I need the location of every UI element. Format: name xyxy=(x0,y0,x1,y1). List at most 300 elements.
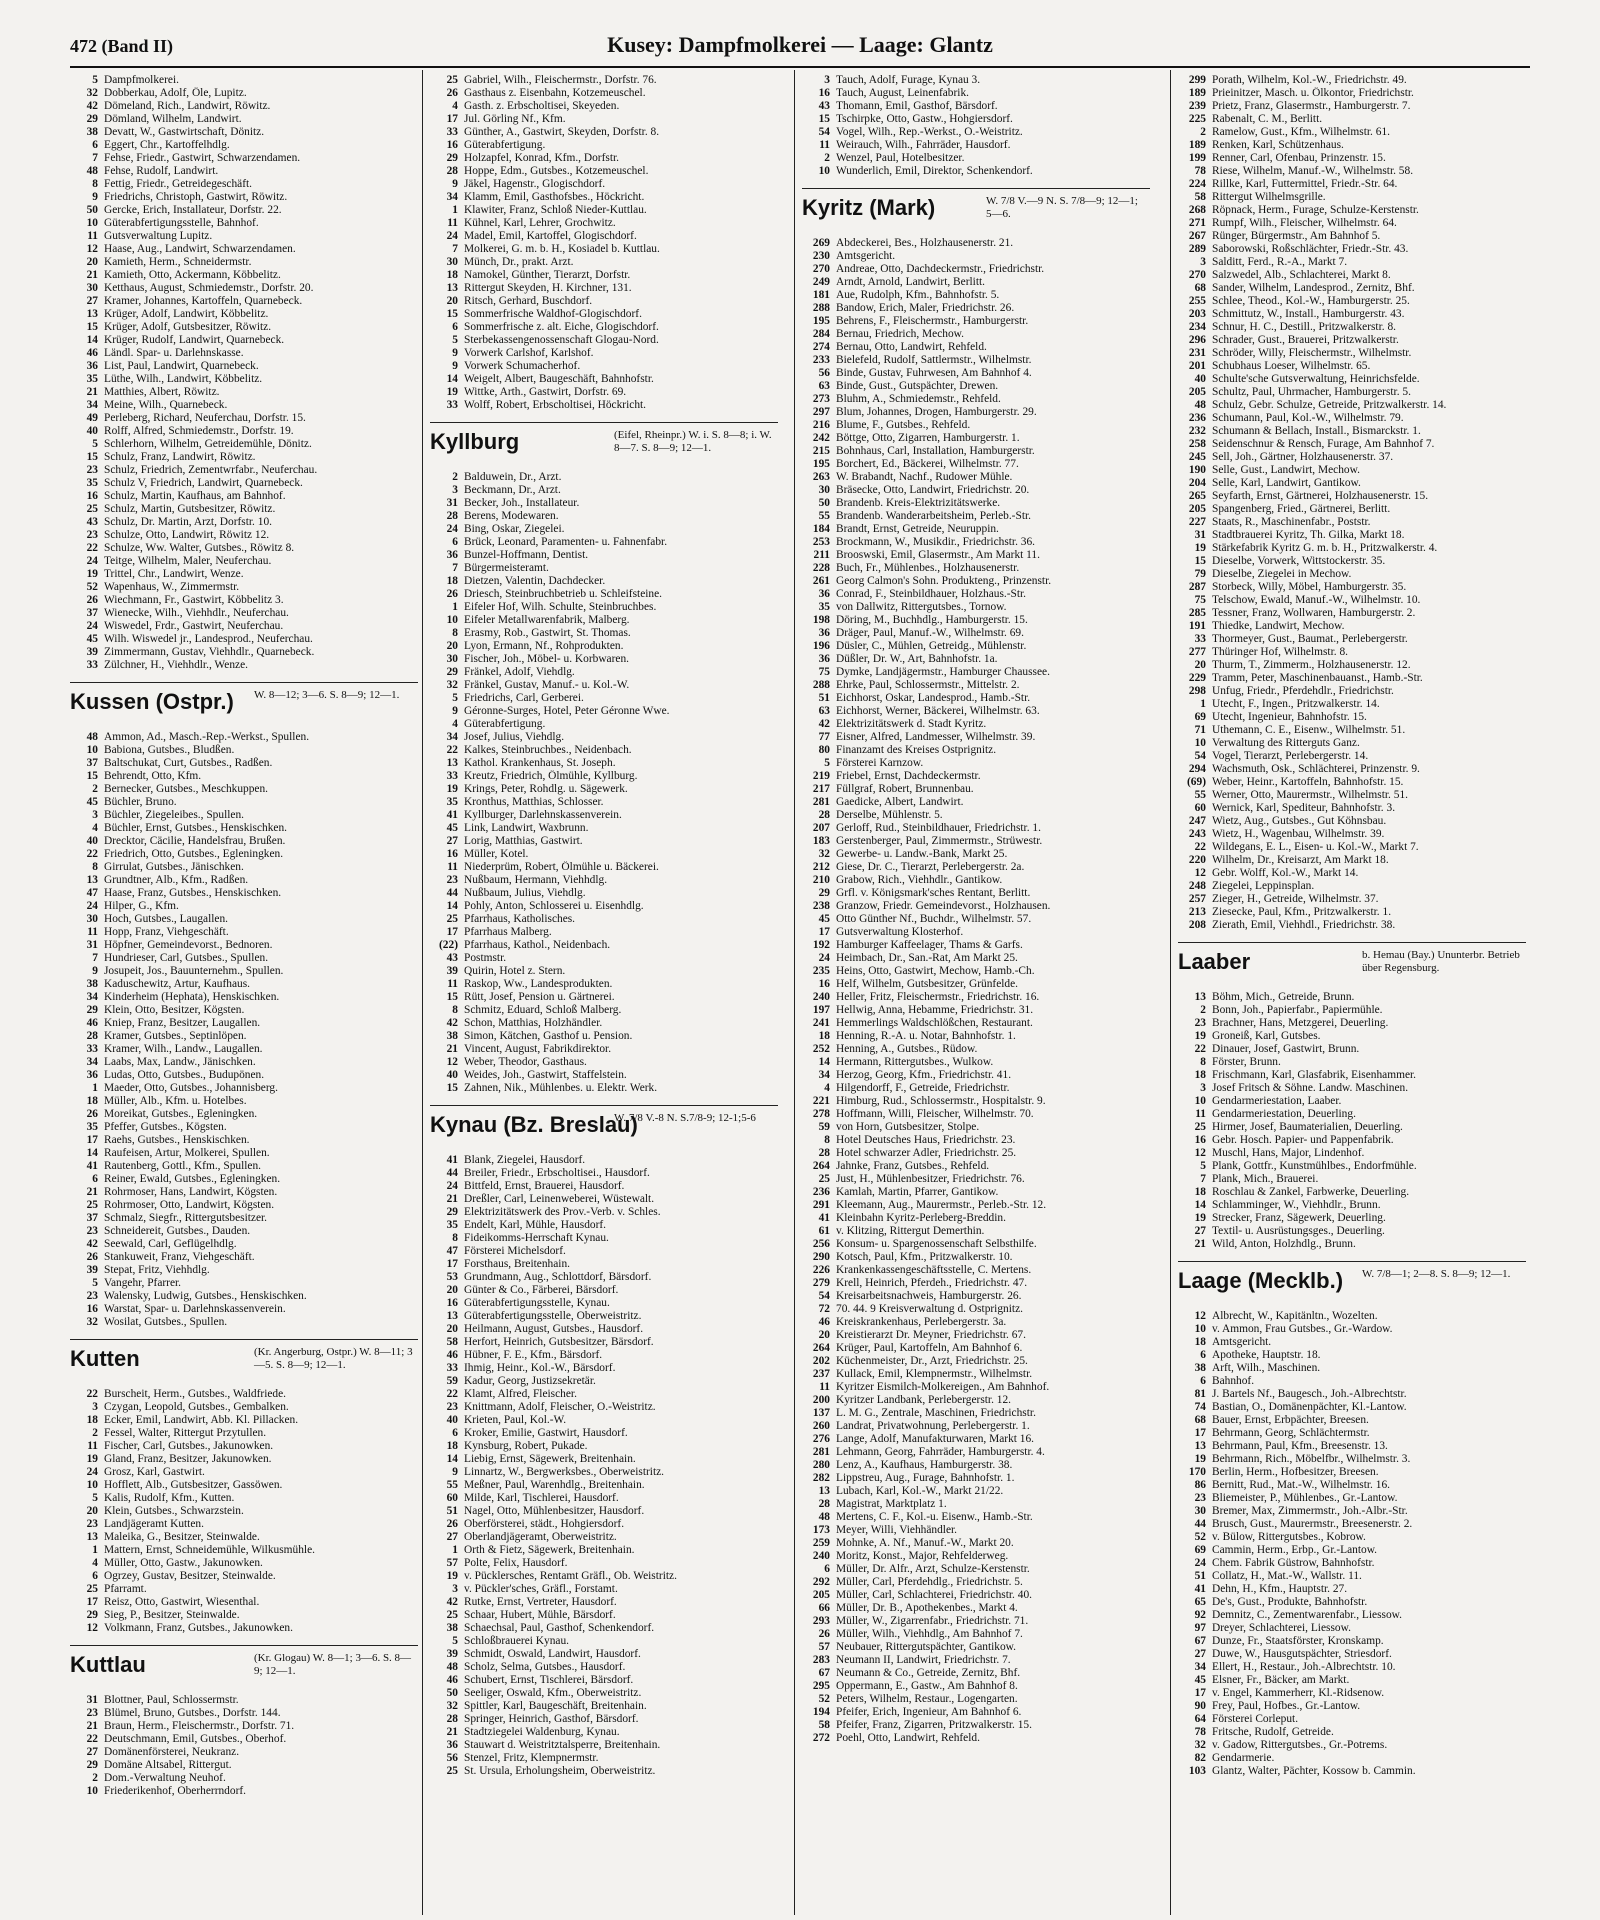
list-item xyxy=(1178,243,1526,256)
entry-number: 22 xyxy=(446,744,458,756)
entry-text: Kinderheim (Hephata), Henskischken. xyxy=(104,991,280,1003)
list-item xyxy=(430,588,778,601)
list-item xyxy=(70,1570,418,1583)
entry-number: 14 xyxy=(446,373,458,385)
entry-text: Kamlah, Martin, Pfarrer, Gantikow. xyxy=(836,1186,999,1198)
entry-text: Schmittutz, W., Install., Hamburgerstr. 43. xyxy=(1212,308,1405,320)
entry-number: 212 xyxy=(812,861,830,873)
list-item xyxy=(70,1622,418,1635)
entry-number: 80 xyxy=(818,744,830,756)
entry-number: 5 xyxy=(92,438,98,450)
entry-number: 27 xyxy=(1194,1225,1206,1237)
entry-text: Schulte'sche Gutsverwaltung, Heinrichsfelde. xyxy=(1212,373,1420,385)
list-item xyxy=(430,386,778,399)
entry-number: 35 xyxy=(818,601,830,613)
entry-text: Milde, Karl, Tischlerei, Hausdorf. xyxy=(464,1492,619,1504)
list-item xyxy=(70,1147,418,1160)
entry-number: 59 xyxy=(446,1375,458,1387)
entry-number: 18 xyxy=(446,269,458,281)
entry-number: 24 xyxy=(818,952,830,964)
entry-text: Kyllburger, Darlehnskassenverein. xyxy=(464,809,622,821)
list-item xyxy=(802,1069,1150,1082)
list-item xyxy=(802,1719,1150,1732)
entry-text: Rillke, Karl, Futtermittel, Friedr.-Str. 64. xyxy=(1212,178,1398,190)
entry-text: Mattern, Ernst, Schneidemühle, Wilkusmühle. xyxy=(104,1544,315,1556)
entry-text: Uthemann, C. E., Eisenw., Wilhelmstr. 51. xyxy=(1212,724,1406,736)
entry-text: Büchler, Ziegeleibes., Spullen. xyxy=(104,809,244,821)
list-item xyxy=(70,412,418,425)
list-item xyxy=(802,354,1150,367)
list-item xyxy=(430,562,778,575)
entry-text: Himburg, Rud., Schlossermstr., Hospitalstr. 9. xyxy=(836,1095,1046,1107)
list-item xyxy=(1178,880,1526,893)
list-item xyxy=(1178,1453,1526,1466)
list-item xyxy=(70,568,418,581)
entry-text: Schubert, Ernst, Tischlerei, Bärsdorf. xyxy=(464,1674,634,1686)
entry-number: 28 xyxy=(86,1030,98,1042)
entry-number: 217 xyxy=(812,783,830,795)
entry-text: Behrmann, Rich., Möbelfbr., Wilhelmstr. 3. xyxy=(1212,1453,1411,1465)
entry-number: 75 xyxy=(818,666,830,678)
entry-number: 41 xyxy=(86,1160,98,1172)
entry-number: 31 xyxy=(86,939,98,951)
entry-text: Fehse, Rudolf, Landwirt. xyxy=(104,165,219,177)
list-item xyxy=(430,1180,778,1193)
list-item xyxy=(70,1069,418,1082)
entry-text: Grundtner, Alb., Kfm., Radßen. xyxy=(104,874,249,886)
entry-number: 57 xyxy=(818,1641,830,1653)
list-item xyxy=(1178,1043,1526,1056)
list-item xyxy=(70,1108,418,1121)
list-item xyxy=(802,1563,1150,1576)
entry-number: 10 xyxy=(86,1785,98,1797)
entry-text: Lange, Adolf, Manufakturwaren, Markt 16. xyxy=(836,1433,1035,1445)
entry-text: Böhm, Mich., Getreide, Brunn. xyxy=(1212,991,1355,1003)
entry-text: Böttge, Otto, Zigarren, Hamburgerstr. 1. xyxy=(836,432,1020,444)
entry-number: 256 xyxy=(812,1238,830,1250)
place-heading xyxy=(430,1105,778,1148)
list-item xyxy=(70,770,418,783)
entry-text: Georg Calmon's Sohn. Produkteng., Prinzenstr. xyxy=(836,575,1052,587)
list-item xyxy=(70,1518,418,1531)
entry-number: 22 xyxy=(1194,1043,1206,1055)
list-item xyxy=(70,295,418,308)
entry-number: 9 xyxy=(452,360,458,372)
entry-number: 14 xyxy=(86,334,98,346)
entry-number: 10 xyxy=(1194,1323,1206,1335)
entry-number: 202 xyxy=(812,1355,830,1367)
entry-number: 45 xyxy=(86,796,98,808)
entry-number: 25 xyxy=(446,913,458,925)
entry-text: Kyritzer Eismilch-Molkereigen., Am Bahnhof. xyxy=(836,1381,1050,1393)
entry-text: Finanzamt des Kreises Ostprignitz. xyxy=(836,744,997,756)
list-item xyxy=(70,1707,418,1720)
list-item xyxy=(430,926,778,939)
list-item xyxy=(1178,1440,1526,1453)
entry-text: Dieselbe, Vorwerk, Wittstockerstr. 35. xyxy=(1212,555,1386,567)
list-item xyxy=(802,458,1150,471)
column-1 xyxy=(70,74,418,1914)
office-hours: (Kr. Glogau) W. 8—1; 3—6. S. 8—9; 12—1. xyxy=(254,1652,412,1677)
entry-text: Güterabfertigung. xyxy=(464,139,546,151)
entry-number: 28 xyxy=(818,1147,830,1159)
entry-text: Fessel, Walter, Rittergut Przytullen. xyxy=(104,1427,267,1439)
entry-text: Weber, Heinr., Kartoffeln, Bahnhofstr. 15. xyxy=(1212,776,1404,788)
list-item xyxy=(430,796,778,809)
list-item xyxy=(430,471,778,484)
list-item xyxy=(802,1693,1150,1706)
entry-text: Bluhm, A., Schmiedemstr., Rehfeld. xyxy=(836,393,1001,405)
entry-number: 32 xyxy=(446,679,458,691)
list-item xyxy=(802,1108,1150,1121)
list-item xyxy=(430,523,778,536)
entry-text: Lüthe, Wilh., Landwirt, Köbbelitz. xyxy=(104,373,263,385)
list-item xyxy=(1178,1173,1526,1186)
entry-number: 32 xyxy=(86,87,98,99)
list-item xyxy=(1178,490,1526,503)
entry-text: Thüringer Hof, Wilhelmstr. 8. xyxy=(1212,646,1348,658)
list-item xyxy=(802,113,1150,126)
list-item xyxy=(802,1082,1150,1095)
list-item xyxy=(1178,1661,1526,1674)
entry-text: Braun, Herm., Fleischermstr., Dorfstr. 71. xyxy=(104,1720,295,1732)
list-item xyxy=(802,1173,1150,1186)
entry-number: 5 xyxy=(452,334,458,346)
entry-text: Bittfeld, Ernst, Brauerei, Hausdorf. xyxy=(464,1180,625,1192)
list-item xyxy=(1178,1479,1526,1492)
entry-number: 3 xyxy=(824,74,830,86)
list-item xyxy=(1178,295,1526,308)
entry-number: 25 xyxy=(446,74,458,86)
entry-number: 68 xyxy=(1194,1414,1206,1426)
list-item xyxy=(70,191,418,204)
entry-number: 189 xyxy=(1188,139,1206,151)
entry-number: 29 xyxy=(86,1609,98,1621)
entry-text: Schumann, Paul, Kol.-W., Wilhelmstr. 79. xyxy=(1212,412,1404,424)
page-title: Kusey: Dampfmolkerei — Laage: Glantz xyxy=(607,32,993,57)
list-item xyxy=(70,744,418,757)
entry-number: 12 xyxy=(1194,1310,1206,1322)
list-item xyxy=(70,1212,418,1225)
list-item xyxy=(430,399,778,412)
list-item xyxy=(70,1583,418,1596)
entry-number: 11 xyxy=(819,139,830,151)
entry-text: Wolff, Robert, Erbscholtisei, Höckricht. xyxy=(464,399,647,411)
entry-number: 1 xyxy=(92,1082,98,1094)
entry-text: Muschl, Hans, Major, Lindenhof. xyxy=(1212,1147,1365,1159)
entry-text: Schmalz, Siegfr., Rittergutsbesitzer. xyxy=(104,1212,268,1224)
list-item xyxy=(70,861,418,874)
list-item xyxy=(1178,1238,1526,1251)
entry-text: v. Ammon, Frau Gutsbes., Gr.-Wardow. xyxy=(1212,1323,1393,1335)
entry-number: 21 xyxy=(1194,1238,1206,1250)
entry-number: 59 xyxy=(818,1121,830,1133)
entry-text: Blank, Ziegelei, Hausdorf. xyxy=(464,1154,586,1166)
list-item xyxy=(1178,1212,1526,1225)
list-item xyxy=(1178,438,1526,451)
entry-text: Kotsch, Paul, Kfm., Pritzwalkerstr. 10. xyxy=(836,1251,1013,1263)
list-item xyxy=(1178,893,1526,906)
entry-text: Andreae, Otto, Dachdeckermstr., Friedrichstr. xyxy=(836,263,1045,275)
list-item xyxy=(802,1056,1150,1069)
list-item xyxy=(70,438,418,451)
list-item xyxy=(802,1225,1150,1238)
entry-text: Dräger, Paul, Manuf.-W., Wilhelmstr. 69. xyxy=(836,627,1024,639)
entry-text: Vogel, Tierarzt, Perlebergerstr. 14. xyxy=(1212,750,1369,762)
list-item xyxy=(70,581,418,594)
entry-text: Schultz, Paul, Uhrmacher, Hamburgerstr. 5. xyxy=(1212,386,1411,398)
entry-number: 19 xyxy=(446,783,458,795)
list-item xyxy=(802,1004,1150,1017)
entry-number: 16 xyxy=(86,490,98,502)
entry-number: 54 xyxy=(818,1290,830,1302)
entry-text: Hotel schwarzer Adler, Friedrichstr. 25. xyxy=(836,1147,1017,1159)
entry-number: 137 xyxy=(812,1407,830,1419)
entry-text: Abdeckerei, Bes., Holzhausenerstr. 21. xyxy=(836,237,1014,249)
list-item xyxy=(430,653,778,666)
entry-text: Müller, Alb., Kfm. u. Hotelbes. xyxy=(104,1095,247,1107)
entry-number: 13 xyxy=(818,1485,830,1497)
entry-text: Dehn, H., Kfm., Hauptstr. 27. xyxy=(1212,1583,1348,1595)
entry-text: Pfeffer, Gutsbes., Kögsten. xyxy=(104,1121,227,1133)
entry-number: 273 xyxy=(812,393,830,405)
list-item xyxy=(802,991,1150,1004)
list-item xyxy=(430,549,778,562)
list-item xyxy=(70,1694,418,1707)
entry-number: 35 xyxy=(86,477,98,489)
entry-number: 39 xyxy=(446,965,458,977)
entry-number: 192 xyxy=(812,939,830,951)
entry-text: Amtsgericht. xyxy=(1212,1336,1272,1348)
entry-text: v. Gadow, Rittergutsbes., Gr.-Potrems. xyxy=(1212,1739,1388,1751)
entry-number: 33 xyxy=(1194,633,1206,645)
entry-text: Kramer, Gutsbes., Septinlöpen. xyxy=(104,1030,247,1042)
list-item xyxy=(70,1238,418,1251)
entry-number: 11 xyxy=(447,978,458,990)
list-item xyxy=(70,399,418,412)
entry-text: Brandenb. Wanderarbeitsheim, Perleb.-Str. xyxy=(836,510,1031,522)
entry-text: Försterei Corleput. xyxy=(1212,1713,1299,1725)
entry-number: 290 xyxy=(812,1251,830,1263)
entry-number: 41 xyxy=(818,1212,830,1224)
list-item xyxy=(430,822,778,835)
entry-text: Zahnen, Nik., Mühlenbes. u. Elektr. Werk. xyxy=(464,1082,658,1094)
entry-number: 32 xyxy=(818,848,830,860)
entry-text: Arndt, Arnold, Landwirt, Berlitt. xyxy=(836,276,986,288)
entry-text: Henning, A., Gutsbes., Rüdow. xyxy=(836,1043,978,1055)
entry-text: Amtsgericht. xyxy=(836,250,896,262)
list-item xyxy=(70,373,418,386)
entry-number: 2 xyxy=(452,471,458,483)
list-item xyxy=(802,1342,1150,1355)
list-item xyxy=(430,243,778,256)
list-item xyxy=(1178,1160,1526,1173)
entry-number: 17 xyxy=(1194,1687,1206,1699)
list-item xyxy=(430,165,778,178)
entry-text: Maeder, Otto, Gutsbes., Johannisberg. xyxy=(104,1082,278,1094)
entry-number: 15 xyxy=(446,991,458,1003)
entry-text: Aue, Rudolph, Kfm., Bahnhofstr. 5. xyxy=(836,289,1000,301)
entry-number: 276 xyxy=(812,1433,830,1445)
list-item xyxy=(70,594,418,607)
entry-number: 36 xyxy=(446,1739,458,1751)
entry-number: 20 xyxy=(1194,659,1206,671)
entry-number: 52 xyxy=(86,581,98,593)
entry-number: 221 xyxy=(812,1095,830,1107)
entry-text: Müller, Kotel. xyxy=(464,848,529,860)
entry-text: Reiner, Ewald, Gutsbes., Egleningken. xyxy=(104,1173,281,1185)
list-item xyxy=(70,321,418,334)
entry-number: 13 xyxy=(1194,991,1206,1003)
entry-number: 31 xyxy=(446,497,458,509)
entry-text: Saborowski, Roßschlächter, Friedr.-Str. 43. xyxy=(1212,243,1409,255)
list-item xyxy=(802,796,1150,809)
list-item xyxy=(1178,386,1526,399)
entry-number: 34 xyxy=(1194,1661,1206,1673)
entry-number: 38 xyxy=(446,1030,458,1042)
entry-text: Hopp, Franz, Viehgeschäft. xyxy=(104,926,229,938)
entry-number: 20 xyxy=(86,256,98,268)
entry-number: 78 xyxy=(1194,1726,1206,1738)
list-item xyxy=(1178,1609,1526,1622)
list-item xyxy=(430,1453,778,1466)
entry-number: 40 xyxy=(1194,373,1206,385)
entry-text: Friedrichs, Carl, Gerberei. xyxy=(464,692,584,704)
list-item xyxy=(430,1043,778,1056)
entry-number: 52 xyxy=(818,1693,830,1705)
entry-text: Kronthus, Matthias, Schlosser. xyxy=(464,796,604,808)
list-item xyxy=(1178,1310,1526,1323)
entry-number: 201 xyxy=(1188,360,1206,372)
list-item xyxy=(70,1505,418,1518)
entry-number: 247 xyxy=(1188,815,1206,827)
entry-text: Schulze, Ww. Walter, Gutsbes., Röwitz 8. xyxy=(104,542,295,554)
list-item xyxy=(802,601,1150,614)
list-item xyxy=(70,1427,418,1440)
entry-text: Binde, Gustav, Fuhrwesen, Am Bahnhof 4. xyxy=(836,367,1032,379)
entry-number: 7 xyxy=(92,152,98,164)
list-item xyxy=(1178,581,1526,594)
list-item xyxy=(70,1785,418,1798)
list-item xyxy=(430,1622,778,1635)
entry-number: 28 xyxy=(446,165,458,177)
list-item xyxy=(430,256,778,269)
list-item xyxy=(70,1733,418,1746)
entry-number: 32 xyxy=(86,1316,98,1328)
entry-number: 228 xyxy=(812,562,830,574)
list-item xyxy=(430,373,778,386)
list-item xyxy=(802,1680,1150,1693)
list-item xyxy=(70,874,418,887)
list-item xyxy=(802,770,1150,783)
list-item xyxy=(802,1472,1150,1485)
entry-text: Brachner, Hans, Metzgerei, Deuerling. xyxy=(1212,1017,1389,1029)
entry-text: Eichhorst, Werner, Bäckerei, Wilhelmstr. 63. xyxy=(836,705,1040,717)
entry-number: 60 xyxy=(446,1492,458,1504)
entry-text: Tauch, August, Leinenfabrik. xyxy=(836,87,970,99)
list-item xyxy=(1178,789,1526,802)
list-item xyxy=(802,523,1150,536)
entry-number: 7 xyxy=(1200,1173,1206,1185)
list-item xyxy=(802,1030,1150,1043)
entry-text: Schumann & Bellach, Install., Bismarckstr. 1. xyxy=(1212,425,1421,437)
entry-number: 232 xyxy=(1188,425,1206,437)
entry-number: 29 xyxy=(446,666,458,678)
list-item xyxy=(430,1375,778,1388)
entry-text: Arft, Wilh., Maschinen. xyxy=(1212,1362,1321,1374)
entry-number: 12 xyxy=(86,1622,98,1634)
list-item xyxy=(802,289,1150,302)
list-item xyxy=(70,646,418,659)
entry-number: 45 xyxy=(818,913,830,925)
place-name: Kussen (Ostpr.) xyxy=(70,689,234,714)
entry-number: 22 xyxy=(446,1388,458,1400)
entry-text: Blume, F., Gutsbes., Rehfeld. xyxy=(836,419,971,431)
entry-number: 20 xyxy=(446,1323,458,1335)
list-item xyxy=(802,139,1150,152)
entry-text: Fränkel, Gustav, Manuf.- u. Kol.-W. xyxy=(464,679,630,691)
entry-number: 25 xyxy=(446,1765,458,1777)
list-item xyxy=(1178,568,1526,581)
entry-number: 17 xyxy=(86,1134,98,1146)
entry-number: 16 xyxy=(818,978,830,990)
list-item xyxy=(802,926,1150,939)
list-item xyxy=(70,939,418,952)
list-item xyxy=(70,256,418,269)
entry-number: 72 xyxy=(818,1303,830,1315)
entry-number: (22) xyxy=(439,939,458,951)
entry-text: Josef, Julius, Viehdlg. xyxy=(464,731,565,743)
list-item xyxy=(430,1193,778,1206)
list-item xyxy=(70,178,418,191)
place-name: Kuttlau xyxy=(70,1652,146,1677)
entry-number: 20 xyxy=(446,640,458,652)
entry-text: Raufeisen, Artur, Molkerei, Spullen. xyxy=(104,1147,270,1159)
entry-number: 25 xyxy=(86,1583,98,1595)
entry-text: Röpnack, Herm., Furage, Schulze-Kerstenstr. xyxy=(1212,204,1419,216)
list-item xyxy=(1178,607,1526,620)
list-item xyxy=(1178,1199,1526,1212)
list-item xyxy=(430,1297,778,1310)
entry-number: 255 xyxy=(1188,295,1206,307)
entry-number: 28 xyxy=(818,1498,830,1510)
entry-number: 21 xyxy=(86,386,98,398)
list-item xyxy=(430,1505,778,1518)
entry-number: 227 xyxy=(1188,516,1206,528)
list-item xyxy=(70,783,418,796)
list-item xyxy=(430,835,778,848)
entry-number: 249 xyxy=(812,276,830,288)
entry-text: Krüger, Adolf, Landwirt, Köbbelitz. xyxy=(104,308,269,320)
entry-text: Wernick, Karl, Spediteur, Bahnhofstr. 3. xyxy=(1212,802,1396,814)
list-item xyxy=(430,1414,778,1427)
entry-number: 23 xyxy=(86,1290,98,1302)
entry-number: 81 xyxy=(1194,1388,1206,1400)
entry-text: Storbeck, Willy, Möbel, Hamburgerstr. 35. xyxy=(1212,581,1407,593)
entry-number: 40 xyxy=(86,425,98,437)
entry-number: 1 xyxy=(452,204,458,216)
entry-number: 32 xyxy=(1194,1739,1206,1751)
entry-number: 18 xyxy=(1194,1186,1206,1198)
entry-text: Eichhorst, Oskar, Landesprod., Hamb.-Str. xyxy=(836,692,1031,704)
list-item xyxy=(802,1446,1150,1459)
entry-text: Klawiter, Franz, Schloß Nieder-Kuttlau. xyxy=(464,204,647,216)
list-item xyxy=(70,230,418,243)
list-item xyxy=(70,926,418,939)
list-item xyxy=(430,1154,778,1167)
list-item xyxy=(430,152,778,165)
list-item xyxy=(430,1401,778,1414)
